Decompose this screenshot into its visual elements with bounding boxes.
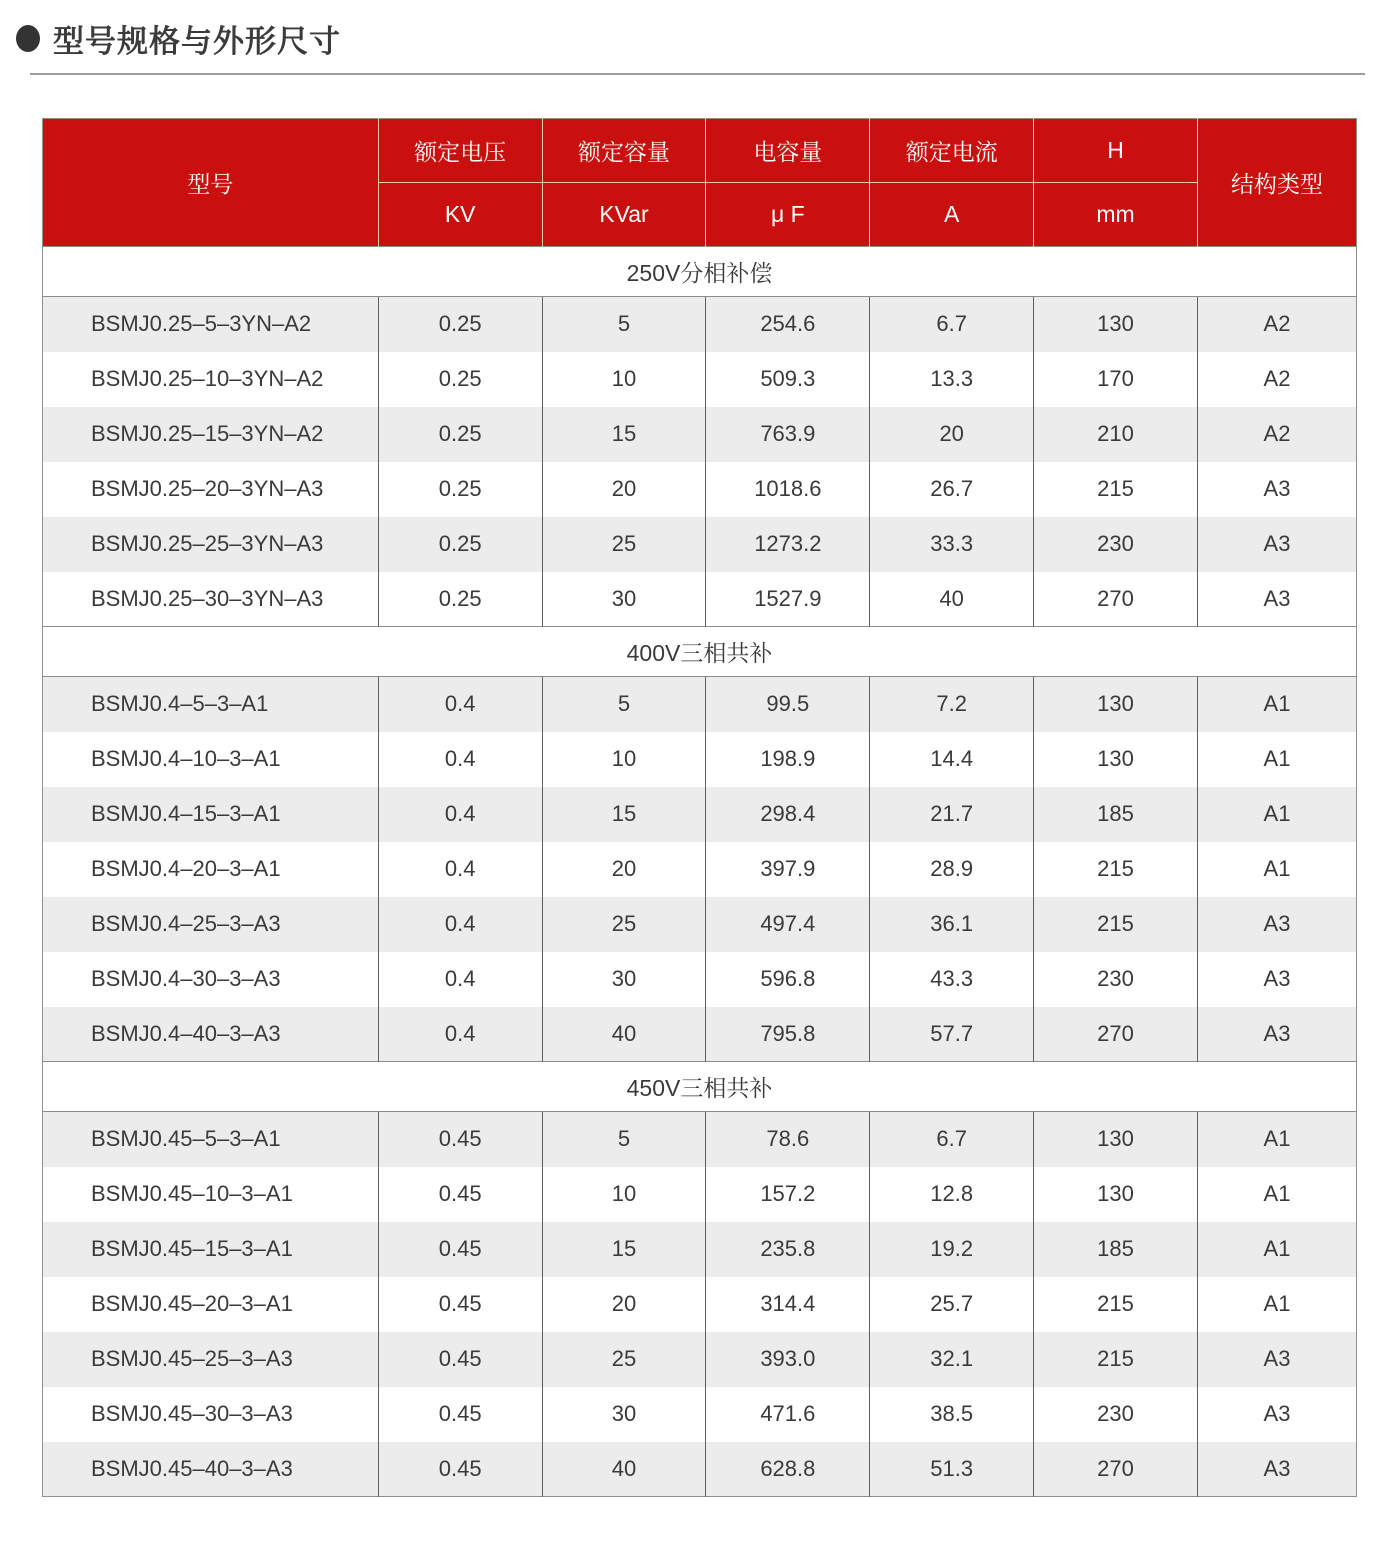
model-cell: BSMJ0.25–15–3YN–A2 (43, 407, 379, 462)
header-label-row (43, 119, 1357, 183)
value-cell: 254.6 (706, 297, 870, 352)
value-cell: 6.7 (870, 1112, 1034, 1167)
value-cell: 43.3 (870, 952, 1034, 1007)
table-row (43, 1387, 1357, 1442)
value-cell: 32.1 (870, 1332, 1034, 1387)
model-cell: BSMJ0.25–10–3YN–A2 (43, 352, 379, 407)
value-cell: 130 (1034, 732, 1198, 787)
model-cell: BSMJ0.45–30–3–A3 (43, 1387, 379, 1442)
value-cell: 170 (1034, 352, 1198, 407)
value-cell: 198.9 (706, 732, 870, 787)
value-cell: 20 (870, 407, 1034, 462)
value-cell: 210 (1034, 407, 1198, 462)
title-underline (30, 73, 1365, 75)
value-cell: 0.4 (378, 677, 542, 732)
value-cell: 33.3 (870, 517, 1034, 572)
section-title-cell: 400V三相共补 (43, 627, 1357, 677)
unit-mm: mm (1034, 183, 1198, 247)
value-cell: 25 (542, 517, 706, 572)
spec-table (42, 118, 1357, 1497)
table-row (43, 787, 1357, 842)
value-cell: 130 (1034, 677, 1198, 732)
value-cell: 0.4 (378, 1007, 542, 1062)
table-row (43, 1112, 1357, 1167)
value-cell: A2 (1197, 352, 1356, 407)
table-row (43, 732, 1357, 787)
value-cell: A3 (1197, 462, 1356, 517)
model-cell: BSMJ0.25–30–3YN–A3 (43, 572, 379, 627)
table-row (43, 952, 1357, 1007)
value-cell: 10 (542, 1167, 706, 1222)
value-cell: 1018.6 (706, 462, 870, 517)
value-cell: A3 (1197, 1332, 1356, 1387)
value-cell: 25 (542, 897, 706, 952)
value-cell: 0.45 (378, 1222, 542, 1277)
table-row (43, 462, 1357, 517)
unit-kv: KV (378, 183, 542, 247)
value-cell: 14.4 (870, 732, 1034, 787)
value-cell: 13.3 (870, 352, 1034, 407)
value-cell: 509.3 (706, 352, 870, 407)
value-cell: A3 (1197, 1387, 1356, 1442)
value-cell: 298.4 (706, 787, 870, 842)
table-row (43, 1332, 1357, 1387)
value-cell: 314.4 (706, 1277, 870, 1332)
table-header (43, 119, 1357, 247)
value-cell: A1 (1197, 1167, 1356, 1222)
header-capacitance: 电容量 (706, 119, 870, 183)
table-row (43, 572, 1357, 627)
value-cell: A3 (1197, 572, 1356, 627)
value-cell: 25.7 (870, 1277, 1034, 1332)
value-cell: 596.8 (706, 952, 870, 1007)
section-row (43, 627, 1357, 677)
value-cell: 0.4 (378, 952, 542, 1007)
value-cell: 26.7 (870, 462, 1034, 517)
value-cell: 185 (1034, 1222, 1198, 1277)
header-rated-voltage: 额定电压 (378, 119, 542, 183)
value-cell: 78.6 (706, 1112, 870, 1167)
unit-uf: μ F (706, 183, 870, 247)
header-rated-capacity: 额定容量 (542, 119, 706, 183)
value-cell: 763.9 (706, 407, 870, 462)
value-cell: 397.9 (706, 842, 870, 897)
value-cell: A1 (1197, 732, 1356, 787)
value-cell: 215 (1034, 1277, 1198, 1332)
value-cell: 36.1 (870, 897, 1034, 952)
section-title-cell: 250V分相补偿 (43, 247, 1357, 297)
value-cell: 30 (542, 572, 706, 627)
value-cell: 0.25 (378, 352, 542, 407)
value-cell: 57.7 (870, 1007, 1034, 1062)
table-row (43, 897, 1357, 952)
value-cell: 795.8 (706, 1007, 870, 1062)
value-cell: 30 (542, 1387, 706, 1442)
model-cell: BSMJ0.45–20–3–A1 (43, 1277, 379, 1332)
value-cell: 497.4 (706, 897, 870, 952)
value-cell: 215 (1034, 842, 1198, 897)
model-cell: BSMJ0.25–5–3YN–A2 (43, 297, 379, 352)
model-cell: BSMJ0.25–20–3YN–A3 (43, 462, 379, 517)
page-title: 型号规格与外形尺寸 (53, 24, 341, 59)
header-rated-current: 额定电流 (870, 119, 1034, 183)
value-cell: 0.25 (378, 407, 542, 462)
value-cell: 215 (1034, 462, 1198, 517)
value-cell: 15 (542, 1222, 706, 1277)
value-cell: 393.0 (706, 1332, 870, 1387)
value-cell: 6.7 (870, 297, 1034, 352)
header-height: H (1034, 119, 1198, 183)
value-cell: 628.8 (706, 1442, 870, 1497)
value-cell: 215 (1034, 1332, 1198, 1387)
model-cell: BSMJ0.4–10–3–A1 (43, 732, 379, 787)
model-cell: BSMJ0.45–40–3–A3 (43, 1442, 379, 1497)
value-cell: 15 (542, 407, 706, 462)
value-cell: 0.25 (378, 462, 542, 517)
value-cell: 0.45 (378, 1277, 542, 1332)
table-row (43, 1222, 1357, 1277)
value-cell: 0.4 (378, 732, 542, 787)
model-cell: BSMJ0.45–10–3–A1 (43, 1167, 379, 1222)
value-cell: 10 (542, 732, 706, 787)
value-cell: 0.45 (378, 1442, 542, 1497)
value-cell: A1 (1197, 787, 1356, 842)
value-cell: 0.45 (378, 1387, 542, 1442)
value-cell: 21.7 (870, 787, 1034, 842)
value-cell: A3 (1197, 1442, 1356, 1497)
value-cell: A1 (1197, 1222, 1356, 1277)
value-cell: 20 (542, 1277, 706, 1332)
unit-kvar: KVar (542, 183, 706, 247)
value-cell: 40 (542, 1007, 706, 1062)
table-row (43, 517, 1357, 572)
table-row (43, 842, 1357, 897)
table-row (43, 407, 1357, 462)
value-cell: 471.6 (706, 1387, 870, 1442)
value-cell: 51.3 (870, 1442, 1034, 1497)
value-cell: 5 (542, 677, 706, 732)
value-cell: 0.25 (378, 572, 542, 627)
model-cell: BSMJ0.4–5–3–A1 (43, 677, 379, 732)
value-cell: A3 (1197, 1007, 1356, 1062)
table-row (43, 677, 1357, 732)
header-model: 型号 (43, 119, 379, 247)
model-cell: BSMJ0.45–15–3–A1 (43, 1222, 379, 1277)
value-cell: A1 (1197, 842, 1356, 897)
value-cell: A3 (1197, 897, 1356, 952)
section-row (43, 1062, 1357, 1112)
value-cell: A1 (1197, 1277, 1356, 1332)
value-cell: A3 (1197, 517, 1356, 572)
value-cell: A2 (1197, 407, 1356, 462)
value-cell: 1527.9 (706, 572, 870, 627)
value-cell: 40 (870, 572, 1034, 627)
section-row (43, 247, 1357, 297)
value-cell: 185 (1034, 787, 1198, 842)
value-cell: 270 (1034, 1442, 1198, 1497)
value-cell: 130 (1034, 1167, 1198, 1222)
section-title-cell: 450V三相共补 (43, 1062, 1357, 1112)
unit-a: A (870, 183, 1034, 247)
value-cell: 5 (542, 1112, 706, 1167)
value-cell: 38.5 (870, 1387, 1034, 1442)
table-row (43, 1277, 1357, 1332)
value-cell: 0.4 (378, 897, 542, 952)
value-cell: 130 (1034, 297, 1198, 352)
value-cell: 157.2 (706, 1167, 870, 1222)
value-cell: 28.9 (870, 842, 1034, 897)
table-row (43, 1442, 1357, 1497)
page-title-row (0, 0, 1399, 61)
value-cell: 270 (1034, 572, 1198, 627)
value-cell: 0.45 (378, 1112, 542, 1167)
value-cell: A1 (1197, 677, 1356, 732)
value-cell: 10 (542, 352, 706, 407)
value-cell: A1 (1197, 1112, 1356, 1167)
model-cell: BSMJ0.45–25–3–A3 (43, 1332, 379, 1387)
value-cell: 0.25 (378, 517, 542, 572)
value-cell: 0.45 (378, 1332, 542, 1387)
value-cell: 270 (1034, 1007, 1198, 1062)
value-cell: 5 (542, 297, 706, 352)
value-cell: 230 (1034, 952, 1198, 1007)
value-cell: 25 (542, 1332, 706, 1387)
value-cell: 20 (542, 462, 706, 517)
value-cell: 30 (542, 952, 706, 1007)
value-cell: 235.8 (706, 1222, 870, 1277)
table-row (43, 352, 1357, 407)
value-cell: 0.45 (378, 1167, 542, 1222)
model-cell: BSMJ0.4–40–3–A3 (43, 1007, 379, 1062)
value-cell: A2 (1197, 297, 1356, 352)
table-row (43, 297, 1357, 352)
value-cell: 12.8 (870, 1167, 1034, 1222)
value-cell: 19.2 (870, 1222, 1034, 1277)
model-cell: BSMJ0.4–25–3–A3 (43, 897, 379, 952)
value-cell: 0.4 (378, 842, 542, 897)
header-structure-type: 结构类型 (1197, 119, 1356, 247)
model-cell: BSMJ0.4–30–3–A3 (43, 952, 379, 1007)
value-cell: A3 (1197, 952, 1356, 1007)
value-cell: 15 (542, 787, 706, 842)
value-cell: 1273.2 (706, 517, 870, 572)
value-cell: 230 (1034, 1387, 1198, 1442)
value-cell: 215 (1034, 897, 1198, 952)
value-cell: 230 (1034, 517, 1198, 572)
value-cell: 130 (1034, 1112, 1198, 1167)
value-cell: 7.2 (870, 677, 1034, 732)
model-cell: BSMJ0.25–25–3YN–A3 (43, 517, 379, 572)
table-row (43, 1007, 1357, 1062)
model-cell: BSMJ0.45–5–3–A1 (43, 1112, 379, 1167)
table-row (43, 1167, 1357, 1222)
value-cell: 0.4 (378, 787, 542, 842)
value-cell: 99.5 (706, 677, 870, 732)
table-body (43, 247, 1357, 1497)
value-cell: 20 (542, 842, 706, 897)
value-cell: 40 (542, 1442, 706, 1497)
model-cell: BSMJ0.4–15–3–A1 (43, 787, 379, 842)
value-cell: 0.25 (378, 297, 542, 352)
bullet-icon (16, 25, 40, 52)
model-cell: BSMJ0.4–20–3–A1 (43, 842, 379, 897)
